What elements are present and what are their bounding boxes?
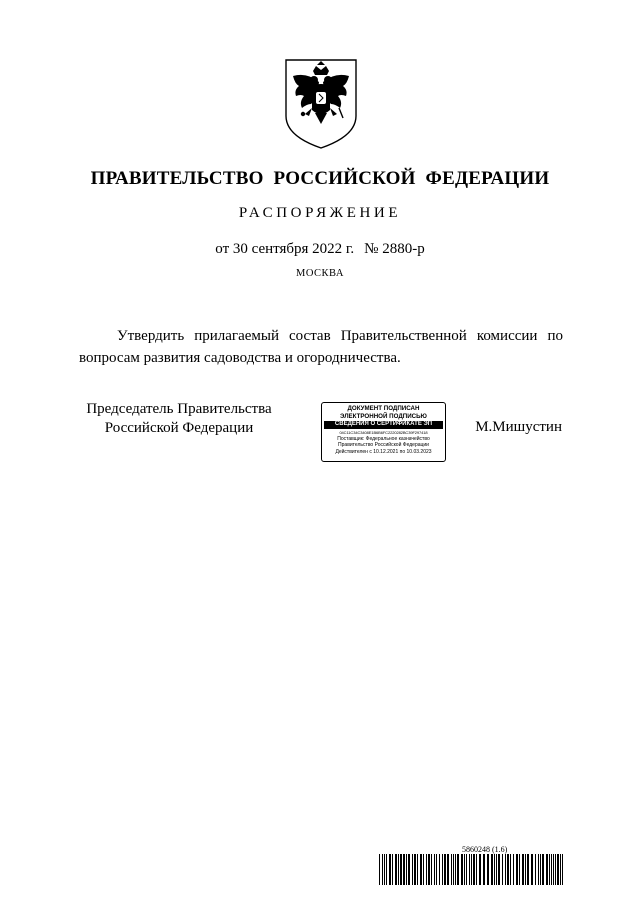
- document-date: от 30 сентября 2022 г.: [215, 241, 355, 257]
- e-signature-stamp: [321, 402, 446, 462]
- order-body-text: Утвердить прилагаемый состав Правительственной комиссии по вопросам развития садоводства и огородничества.: [79, 328, 563, 366]
- stamp-supplier-line2: Правительство Российской Федерации: [338, 442, 429, 448]
- signer-title-line1: Председатель Правительства: [86, 401, 272, 417]
- document-number: № 2880-р: [364, 241, 425, 257]
- signer-title: [79, 400, 279, 438]
- signer-title-line2: Российской Федерации: [104, 420, 254, 436]
- government-title: ПРАВИТЕЛЬСТВО РОССИЙСКОЙ ФЕДЕРАЦИИ: [90, 168, 550, 189]
- stamp-certificate-id: 04C11C34C3408E1B6B6FC2220282BC39F297418: [339, 429, 428, 435]
- date-number-line: [0, 241, 640, 258]
- barcode-icon: [379, 854, 563, 885]
- stamp-line2: ЭЛЕКТРОННОЙ ПОДПИСЬЮ: [340, 412, 427, 420]
- barcode-number: 5860248 (1.6): [462, 845, 508, 854]
- city: МОСКВА: [296, 268, 344, 279]
- signer-name: М.Мишустин: [475, 419, 562, 435]
- stamp-validity: Действителен с 10.12.2021 по 10.03.2023: [335, 448, 432, 455]
- stamp-line1: ДОКУМЕНТ ПОДПИСАН: [347, 405, 420, 412]
- coat-of-arms-icon: [283, 58, 359, 150]
- document-type: РАСПОРЯЖЕНИЕ: [238, 205, 402, 221]
- stamp-supplier-line1: Поставщик: Федеральное казначейство: [337, 435, 430, 442]
- stamp-certificate-header: СВЕДЕНИЯ О СЕРТИФИКАТЕ ЭП: [324, 421, 443, 429]
